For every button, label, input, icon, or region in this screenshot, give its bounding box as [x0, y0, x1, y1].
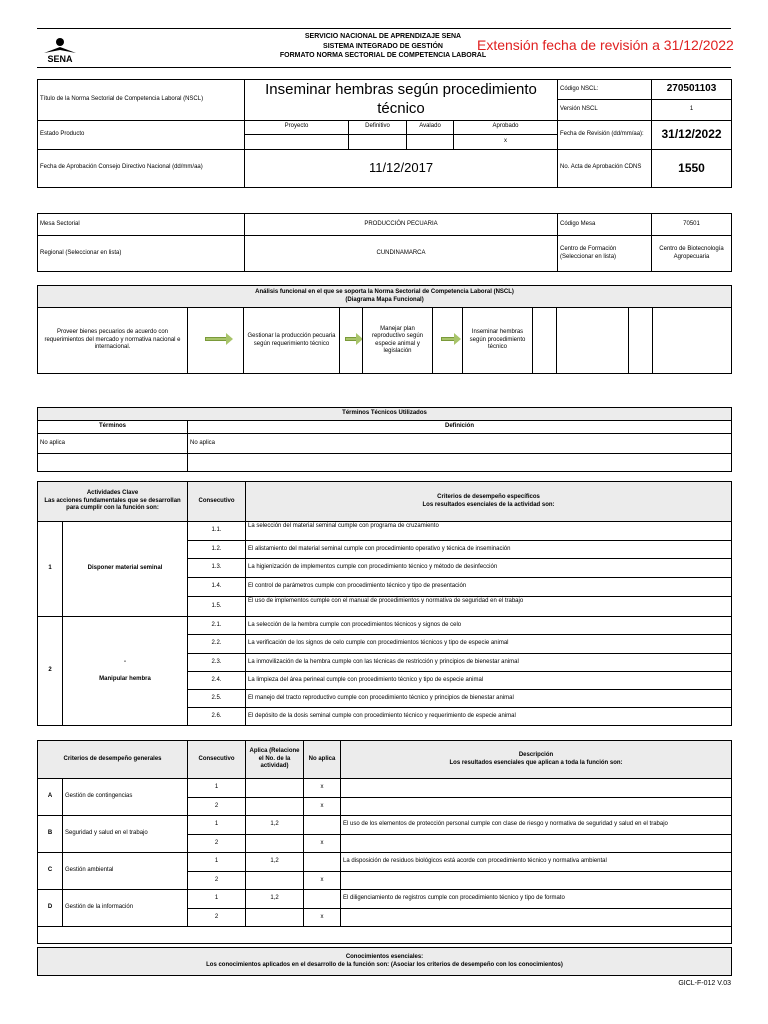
document-header — [37, 28, 734, 68]
generales-descripcion: El diligenciamiento de registros cumple con procedimiento técnico y tipo de formato — [341, 890, 732, 909]
codigo-mesa-value: 70501 — [652, 214, 732, 236]
criterio-consecutivo: 1.1. — [188, 522, 246, 541]
criterio-consecutivo: 1.4. — [188, 578, 246, 597]
form-code-footer: GICL-F-012 V.03 — [678, 980, 731, 987]
criterio-consecutivo: 1.3. — [188, 559, 246, 578]
generales-descripcion: La disposición de residuos biológicos está acorde con procedimiento técnico y normativa ambiental — [341, 853, 732, 872]
fecha-revision-label: Fecha de Revisión (dd/mm/aa): — [558, 120, 652, 149]
regional-value: CUNDINAMARCA — [245, 236, 558, 272]
definicion-cell: No aplica — [188, 434, 732, 454]
generales-no-aplica — [304, 816, 341, 835]
conocimientos-title-2: Los conocimientos aplicados en el desarrollo de la función son: (Asociar los criterios de desempeño con los conocimientos) — [206, 961, 563, 968]
fecha-aprobacion-value: 11/12/2017 — [245, 149, 558, 187]
header-line-1: SERVICIO NACIONAL DE APRENDIZAJE SENA — [304, 33, 462, 40]
generales-header-no-aplica: No aplica — [304, 741, 341, 779]
fecha-aprobacion-label: Fecha de Aprobación Consejo Directivo Nacional (dd/mm/aa) — [38, 149, 245, 187]
estado-col-aprobado: Aprobado — [454, 120, 558, 134]
criterio-text: El alistamiento del material seminal cumple con procedimiento operativo y técnica de inseminación — [246, 541, 732, 559]
fecha-revision-value: 31/12/2022 — [652, 120, 732, 149]
terminos-table — [37, 407, 732, 472]
generales-aplica: 1,2 — [246, 890, 304, 909]
terminos-title: Términos Técnicos Utilizados — [38, 408, 732, 421]
criterios-header-1: Criterios de desempeño específicos — [437, 494, 540, 500]
terminos-col-definicion: Definición — [188, 421, 732, 434]
analisis-title-2: (Diagrama Mapa Funcional) — [345, 296, 424, 303]
titulo-label: Título de la Norma Sectorial de Competencia Laboral (NSCL) — [38, 80, 245, 121]
criterio-text: La verificación de los signos de celo cumple con procedimientos técnicos y tipo de especie animal — [246, 635, 732, 654]
mesa-table — [37, 213, 732, 272]
centro-label: Centro de Formación (Seleccionar en lista) — [558, 236, 652, 272]
logo-text: SENA — [47, 54, 73, 64]
header-line-2: SISTEMA INTEGRADO DE GESTIÓN — [323, 42, 443, 50]
map-node-3: Manejar plan reproductivo según especie animal y legislación — [363, 308, 433, 374]
activity-number: 2 — [38, 617, 63, 726]
generales-header-descripcion-sub: Los resultados esenciales que aplican a toda la función son: — [449, 759, 623, 766]
generales-consecutivo: 2 — [188, 798, 246, 816]
criterio-text: La inmovilización de la hembra cumple con las técnicas de restricción y principios de bienestar animal — [246, 654, 732, 672]
criterio-consecutivo: 2.5. — [188, 690, 246, 708]
sena-logo — [40, 37, 80, 65]
generales-letter: C — [38, 853, 63, 890]
version-value: 1 — [652, 100, 732, 120]
generales-no-aplica: x — [304, 872, 341, 890]
generales-consecutivo: 1 — [188, 779, 246, 798]
criterio-text: La selección de la hembra cumple con procedimientos técnicos y signos de celo — [246, 617, 732, 635]
map-node-4: Inseminar hembras según procedimiento técnico — [463, 308, 533, 374]
analisis-title-1: Análisis funcional en el que se soporta la Norma Sectorial de Competencia Laboral (NSCL) — [255, 289, 514, 295]
criterio-text: El manejo del tracto reproductivo cumple con procedimiento técnico y principios de bienestar animal — [246, 690, 732, 708]
estado-aprobado-mark: x — [454, 134, 558, 149]
generales-no-aplica: x — [304, 798, 341, 816]
regional-label: Regional (Seleccionar en lista) — [38, 236, 245, 272]
actividades-header-2: Las acciones fundamentales que se desarrollan para cumplir con la función son: — [44, 497, 181, 512]
criterio-consecutivo: 2.4. — [188, 672, 246, 690]
criterio-consecutivo: 1.5. — [188, 597, 246, 617]
generales-letter: D — [38, 890, 63, 927]
map-node-1: Proveer bienes pecuarios de acuerdo con requerimientos del mercado y normativa nacional e internacional. — [38, 308, 188, 374]
generales-consecutivo: 1 — [188, 853, 246, 872]
criterios-generales-table — [37, 740, 732, 944]
generales-consecutivo: 2 — [188, 872, 246, 890]
arrow-right-icon — [345, 337, 357, 341]
generales-header-descripcion: Descripción — [518, 752, 554, 758]
generales-aplica: 1,2 — [246, 816, 304, 835]
criterio-consecutivo: 2.1. — [188, 617, 246, 635]
generales-aplica — [246, 835, 304, 853]
revision-extension-note: Extensión fecha de revisión a 31/12/2022 — [477, 37, 734, 53]
generales-consecutivo: 1 — [188, 890, 246, 909]
activity-name: - Manipular hembra — [63, 617, 188, 726]
generales-name: Gestión de la información — [63, 890, 188, 927]
estado-label: Estado Producto — [38, 120, 245, 149]
criterio-text: La selección del material seminal cumple con programa de cruzamiento — [246, 522, 732, 541]
generales-descripcion — [341, 909, 732, 927]
map-arrow-2 — [340, 308, 363, 374]
map-arrow-3 — [433, 308, 463, 374]
generales-aplica — [246, 872, 304, 890]
acta-label: No. Acta de Aprobación CDNS — [558, 149, 652, 187]
estado-col-definitivo: Definitivo — [349, 120, 407, 134]
criterio-text: El control de parámetros cumple con procedimiento técnico y tipo de presentación — [246, 578, 732, 597]
criterio-consecutivo: 2.3. — [188, 654, 246, 672]
estado-col-proyecto: Proyecto — [245, 120, 349, 134]
conocimientos-title-1: Conocimientos esenciales: — [345, 954, 424, 960]
arrow-right-icon — [205, 337, 227, 341]
codigo-mesa-label: Código Mesa — [558, 214, 652, 236]
estado-col-avalado: Avalado — [407, 120, 454, 134]
codigo-value: 270501103 — [652, 80, 732, 100]
generales-no-aplica — [304, 853, 341, 872]
generales-no-aplica: x — [304, 835, 341, 853]
generales-aplica — [246, 779, 304, 798]
activity-number: 1 — [38, 522, 63, 617]
criterios-header-2: Los resultados esenciales de la actividad son: — [422, 501, 555, 508]
generales-consecutivo: 1 — [188, 816, 246, 835]
conocimientos-table — [37, 947, 732, 976]
generales-descripcion: El uso de los elementos de protección personal cumple con clase de riesgo y normativa de seguridad y salud en el trabajo — [341, 816, 732, 835]
criterio-text: El uso de implementos cumple con el manual de procedimientos y normativa de seguridad en el trabajo — [246, 597, 732, 617]
generales-consecutivo: 2 — [188, 909, 246, 927]
criterio-consecutivo: 2.2. — [188, 635, 246, 654]
generales-no-aplica: x — [304, 779, 341, 798]
generales-letter: A — [38, 779, 63, 816]
generales-header-criterios: Criterios de desempeño generales — [38, 741, 188, 779]
acta-value: 1550 — [652, 149, 732, 187]
norma-title: Inseminar hembras según procedimiento técnico — [245, 80, 558, 121]
actividades-table — [37, 481, 732, 726]
mesa-value: PRODUCCIÓN PECUARIA — [245, 214, 558, 236]
criterio-text: El depósito de la dosis seminal cumple con procedimiento técnico y requerimiento de especie animal — [246, 708, 732, 726]
generales-name: Gestión ambiental — [63, 853, 188, 890]
norma-info-table — [37, 79, 732, 188]
generales-name: Seguridad y salud en el trabajo — [63, 816, 188, 853]
generales-no-aplica — [304, 890, 341, 909]
criterio-consecutivo: 1.2. — [188, 541, 246, 559]
centro-value: Centro de Biotecnología Agropecuaria — [652, 236, 732, 272]
termino-cell: No aplica — [38, 434, 188, 454]
criterio-text: La higienización de implementos cumple con procedimiento técnico y método de desinfección — [246, 559, 732, 578]
actividades-header-consecutivo: Consecutivo — [188, 482, 246, 522]
terminos-col-terminos: Términos — [38, 421, 188, 434]
actividades-header-1: Actividades Clave — [86, 490, 139, 497]
arrow-right-icon — [441, 337, 455, 341]
header-line-3: FORMATO NORMA SECTORIAL DE COMPETENCIA LABORAL — [279, 52, 487, 59]
mesa-label: Mesa Sectorial — [38, 214, 245, 236]
generales-name: Gestión de contingencias — [63, 779, 188, 816]
generales-aplica — [246, 798, 304, 816]
criterio-consecutivo: 2.6. — [188, 708, 246, 726]
generales-aplica — [246, 909, 304, 927]
generales-descripcion — [341, 779, 732, 798]
activity-name: Disponer material seminal — [63, 522, 188, 617]
functional-map-table — [37, 285, 732, 374]
generales-aplica: 1,2 — [246, 853, 304, 872]
generales-no-aplica: x — [304, 909, 341, 927]
criterio-text: La limpieza del área perineal cumple con procedimiento técnico y tipo de especie animal — [246, 672, 732, 690]
map-arrow-1 — [188, 308, 244, 374]
generales-consecutivo: 2 — [188, 835, 246, 853]
codigo-label: Código NSCL: — [558, 80, 652, 100]
generales-letter: B — [38, 816, 63, 853]
generales-descripcion — [341, 872, 732, 890]
generales-descripcion — [341, 835, 732, 853]
generales-header-aplica: Aplica (Relacione el No. de la actividad) — [246, 741, 304, 779]
map-node-2: Gestionar la producción pecuaria según requerimiento técnico — [244, 308, 340, 374]
version-label: Versión NSCL — [558, 100, 652, 120]
generales-header-consecutivo: Consecutivo — [188, 741, 246, 779]
generales-descripcion — [341, 798, 732, 816]
